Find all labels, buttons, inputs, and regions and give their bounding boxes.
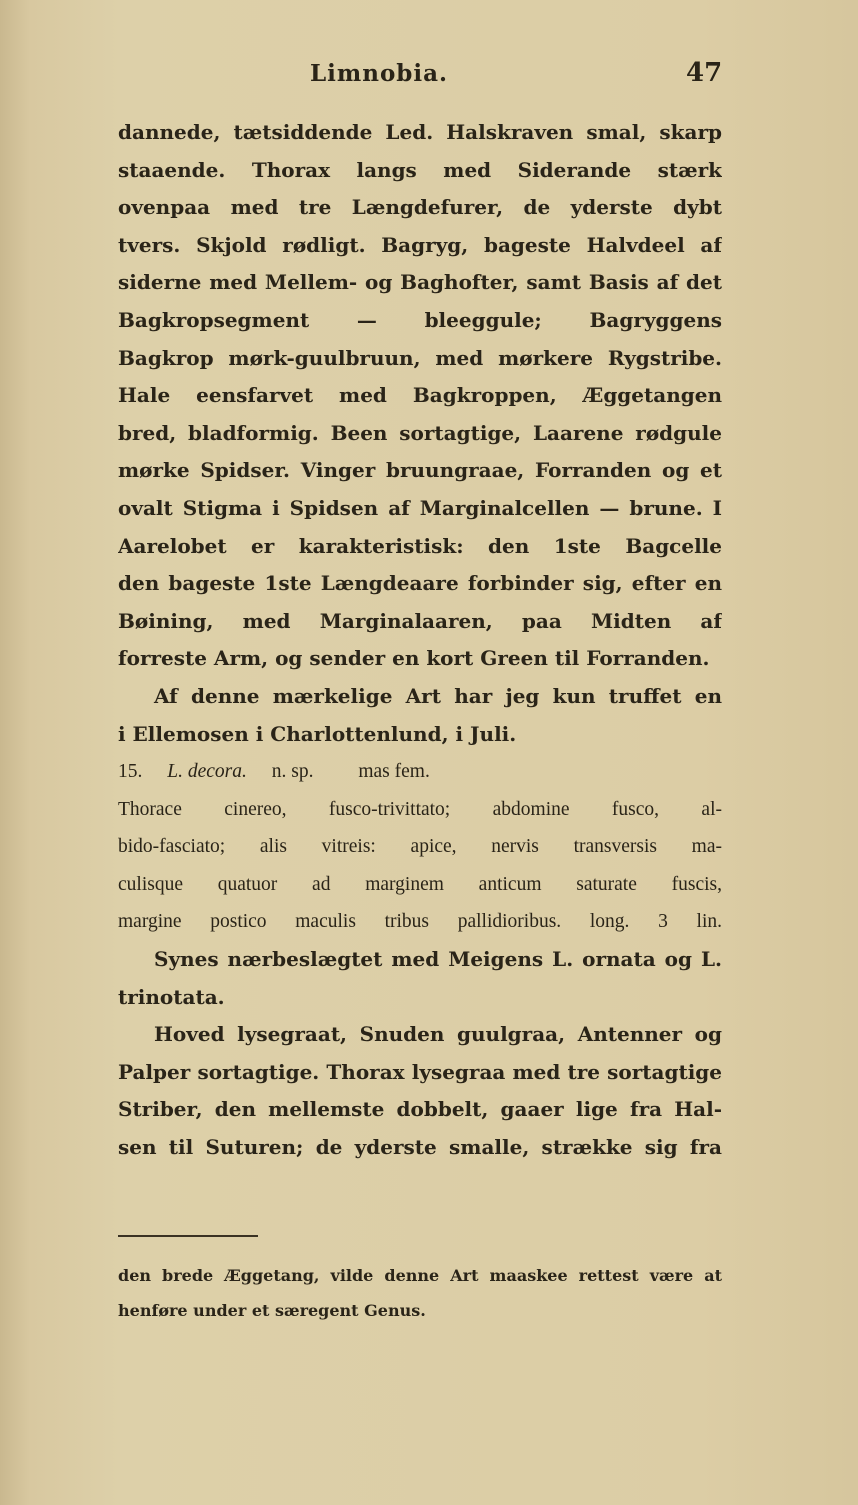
- main-text: [118, 114, 722, 1167]
- text-line: ovenpaa med tre Længdefurer, de yderste dybt: [118, 195, 722, 220]
- text-line: Bagkropsegment — bleeggule; Bagryggens: [118, 307, 722, 332]
- text-line: tvers. Skjold rødligt. Bagryg, bageste Halvdeel af: [118, 232, 722, 257]
- text-line: sen til Suturen; de yderste smalle, strække sig fra: [118, 1135, 722, 1160]
- text-line: dannede, tætsiddende Led. Halskraven smal, skarp: [118, 120, 722, 144]
- text-line: mørke Spidser. Vinger bruungraae, Forranden og et: [118, 458, 722, 483]
- text-line: Palper sortagtige. Thorax lysegraa med tre sortagtige: [118, 1059, 722, 1084]
- text-line: forreste Arm, og sender en kort Green til Forranden.: [118, 646, 710, 671]
- text-line: Aarelobet er karakteristisk: den 1ste Bagcelle: [118, 533, 722, 558]
- text-line: Striber, den mellemste dobbelt, gaaer lige fra Hal-: [118, 1097, 722, 1122]
- text-line: Af denne mærkelige Art har jeg kun truffet en: [154, 683, 722, 708]
- diagnosis-line: Thorace cinereo, fusco-trivittato; abdomine fusco, al-: [118, 798, 722, 820]
- text-line: i Ellemosen i Charlottenlund, i Juli.: [118, 721, 517, 746]
- footnote-line: den brede Æggetang, vilde denne Art maaskee rettest være at: [118, 1266, 722, 1285]
- running-header: Limnobia.: [310, 60, 449, 87]
- species-status: n. sp.: [271, 761, 314, 783]
- text-line: ovalt Stigma i Spidsen af Marginalcellen — brune. I: [118, 495, 722, 520]
- text-line: bred, bladformig. Been sortagtige, Laarene rødgule: [118, 420, 722, 445]
- text-line: den bageste 1ste Længdeaare forbinder sig, efter en: [118, 571, 722, 596]
- diagnosis-line: bido-fasciato; alis vitreis: apice, nervis transversis ma-: [118, 836, 722, 858]
- diagnosis-line: margine postico maculis tribus pallidioribus. long. 3 lin.: [118, 911, 722, 933]
- footnote-divider: [118, 1235, 258, 1237]
- species-name: L. decora.: [167, 761, 247, 783]
- text-line: Hale eensfarvet med Bagkroppen, Æggetangen: [118, 383, 722, 408]
- species-heading: [118, 753, 722, 791]
- species-number: 15.: [118, 761, 143, 783]
- text-line: Bagkrop mørk-guulbruun, med mørkere Rygstribe.: [118, 345, 722, 370]
- text-line: trinotata.: [118, 984, 225, 1009]
- text-line: staaende. Thorax langs med Siderande stærk: [118, 157, 722, 182]
- text-line: Synes nærbeslægtet med Meigens L. ornata og L.: [154, 947, 722, 972]
- text-line: siderne med Mellem- og Baghofter, samt Basis af det: [118, 270, 722, 295]
- species-sex: mas fem.: [358, 761, 430, 783]
- footnote: [118, 1258, 722, 1328]
- footnote-line: henføre under et særegent Genus.: [118, 1301, 426, 1320]
- page-number: 47: [686, 58, 723, 88]
- diagnosis-line: culisque quatuor ad marginem anticum saturate fuscis,: [118, 873, 722, 895]
- text-line: Bøining, med Marginalaaren, paa Midten af: [118, 608, 722, 633]
- text-line: Hoved lysegraat, Snuden guulgraa, Antenner og: [154, 1022, 722, 1047]
